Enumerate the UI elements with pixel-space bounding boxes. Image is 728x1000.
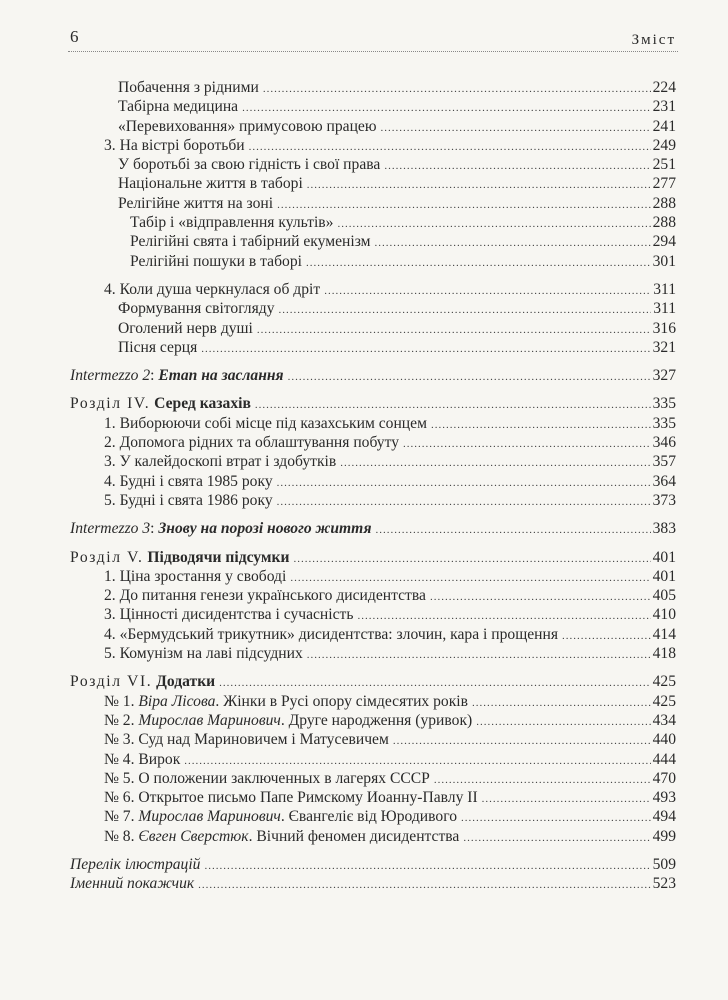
toc-page-number: 401 (652, 548, 676, 566)
toc-page-number: 499 (652, 827, 676, 845)
toc-title-part: 3. Цінності дисидентства і сучасність (104, 606, 354, 624)
toc-title-part: Релігійне життя на зоні (118, 194, 274, 212)
toc-page-number: 493 (652, 789, 676, 807)
dot-leader (306, 254, 651, 273)
toc-title-part: Перелік ілюстрацій (70, 855, 201, 873)
dot-leader (277, 474, 651, 493)
toc-title-part: 3. На вістрі боротьби (104, 136, 245, 154)
toc-page-number: 470 (652, 769, 676, 787)
toc-entry[interactable] (70, 174, 676, 193)
toc-title-part: Табір і «відправлення культів» (130, 214, 334, 232)
dot-leader (463, 829, 650, 848)
toc-title-part: № 3. Суд над Мариновичем і Матусевичем (104, 731, 389, 749)
dot-leader (324, 282, 651, 301)
dot-leader (431, 416, 651, 435)
toc-page-number: 321 (652, 338, 676, 356)
toc-entry[interactable] (70, 433, 676, 452)
toc-entry-title (118, 174, 303, 193)
toc-page-number: 405 (652, 587, 676, 605)
dot-leader (384, 157, 650, 176)
toc-entry[interactable] (70, 299, 676, 318)
table-of-contents (70, 78, 676, 894)
toc-entry[interactable] (70, 472, 676, 491)
dot-leader (294, 550, 651, 569)
dot-leader (482, 790, 651, 809)
toc-page-number: 311 (653, 300, 676, 318)
dot-leader (393, 732, 651, 751)
toc-entry-title (70, 548, 290, 567)
dot-leader (562, 627, 651, 646)
toc-entry[interactable] (70, 194, 676, 213)
toc-entry-title (104, 472, 273, 491)
toc-title-part: : (150, 520, 159, 538)
toc-entry[interactable] (70, 672, 676, 691)
toc-page-number: 241 (652, 117, 676, 135)
toc-title-part: 1. Ціна зростання у свободі (104, 567, 287, 585)
toc-entry-title (118, 117, 377, 136)
toc-entry-title (104, 807, 457, 826)
toc-title-part: Релігійні пошуки в таборі (130, 252, 302, 270)
toc-page-number: 249 (652, 136, 676, 154)
toc-page-number: 444 (652, 750, 676, 768)
toc-entry[interactable] (70, 414, 676, 433)
toc-page-number: 364 (652, 472, 676, 490)
toc-entry[interactable] (70, 730, 676, 749)
toc-title-part: Етап на заслання (158, 367, 284, 385)
toc-page-number: 440 (652, 731, 676, 749)
toc-entry[interactable] (70, 280, 676, 299)
toc-entry[interactable] (70, 232, 676, 251)
dot-leader (461, 809, 651, 828)
toc-entry-title (104, 644, 303, 663)
toc-title-part: Розділ IV. (70, 395, 151, 413)
toc-page-number: 294 (652, 233, 676, 251)
toc-entry[interactable] (70, 136, 676, 155)
toc-page-number: 383 (652, 520, 676, 538)
toc-entry-title (70, 366, 284, 385)
toc-title-part: Серед казахів (154, 395, 251, 413)
dot-leader (288, 368, 651, 387)
header-rule (68, 51, 678, 52)
toc-entry-title (104, 605, 353, 624)
toc-title-part: Знову на порозі нового життя (158, 520, 372, 538)
toc-title-part: Іменний покажчик (70, 875, 195, 893)
toc-page-number: 231 (652, 98, 676, 116)
toc-title-part: № 1. (104, 692, 139, 710)
dot-leader (307, 176, 651, 195)
toc-title-part: 3. У калейдоскопі втрат і здобутків (104, 453, 337, 471)
toc-title-part: Розділ VI. (70, 673, 153, 691)
dot-leader (263, 80, 651, 99)
toc-title-part: Національне життя в таборі (118, 175, 303, 193)
dot-leader (279, 301, 652, 320)
toc-title-part: 2. До питання генези українського дисидентства (104, 587, 426, 605)
toc-title-part: Мирослав Маринович (138, 808, 281, 826)
dot-leader (337, 215, 650, 234)
toc-page-number: 357 (652, 453, 676, 471)
dot-leader (375, 234, 651, 253)
toc-page-number: 410 (652, 606, 676, 624)
toc-entry[interactable] (70, 586, 676, 605)
toc-page-number: 494 (652, 808, 676, 826)
toc-entry-title (118, 338, 197, 357)
toc-title-part: . Друге народження (уривок) (280, 711, 473, 729)
toc-entry-title (70, 874, 194, 893)
toc-entry-title (118, 78, 259, 97)
toc-entry[interactable] (70, 855, 676, 874)
toc-entry-title (104, 567, 286, 586)
dot-leader (403, 435, 651, 454)
toc-page-number: 251 (652, 156, 676, 174)
toc-page-number: 335 (652, 395, 676, 413)
toc-title-part: Підводячи підсумки (147, 548, 290, 566)
toc-entry-title (70, 855, 200, 874)
toc-page-number: 425 (652, 692, 676, 710)
toc-entry[interactable] (70, 605, 676, 624)
toc-title-part: Розділ V. (70, 548, 144, 566)
toc-entry[interactable] (70, 78, 676, 97)
toc-title-part: 5. Комунізм на лаві підсудних (104, 645, 303, 663)
toc-entry-title (104, 769, 430, 788)
toc-title-part: 5. Будні і свята 1986 року (104, 491, 273, 509)
toc-entry-title (70, 519, 372, 538)
toc-page-number: 346 (652, 434, 676, 452)
toc-page-number: 327 (652, 367, 676, 385)
dot-leader (307, 646, 651, 665)
toc-entry[interactable] (70, 807, 676, 826)
toc-entry-title (70, 394, 251, 413)
toc-title-part: № 2. (104, 711, 139, 729)
running-head: Зміст (631, 32, 676, 48)
toc-title-part: Табірна медицина (118, 98, 239, 116)
toc-entry-title (118, 299, 275, 318)
toc-entry-title (70, 672, 215, 691)
toc-page-number: 288 (652, 194, 676, 212)
toc-entry[interactable] (70, 366, 676, 385)
toc-entry-title (104, 491, 273, 510)
toc-entry-title (118, 97, 238, 116)
toc-entry[interactable] (70, 97, 676, 116)
toc-entry-title (104, 433, 399, 452)
toc-title-part: 4. Коли душа черкнулася об дріт (104, 280, 321, 298)
toc-title-part: № 5. О положении заключенных в лагерях СССР (104, 769, 430, 787)
toc-entry[interactable] (70, 750, 676, 769)
toc-page-number: 335 (652, 414, 676, 432)
toc-title-part: . Жінки в Русі опору сімдесятих років (215, 692, 468, 710)
toc-entry[interactable] (70, 874, 676, 893)
toc-title-part: «Перевиховання» примусовою працею (118, 117, 377, 135)
toc-page-number: 316 (652, 319, 676, 337)
toc-title-part: 1. Виборюючи собі місце під казахським сонцем (104, 414, 427, 432)
toc-entry-title (104, 711, 472, 730)
toc-page-number: 311 (653, 280, 676, 298)
page-number: 6 (70, 27, 79, 46)
dot-leader (430, 588, 651, 607)
toc-page-number: 418 (652, 645, 676, 663)
toc-entry-title (118, 155, 380, 174)
toc-entry[interactable] (70, 567, 676, 586)
toc-page-number: 277 (652, 175, 676, 193)
toc-entry[interactable] (70, 252, 676, 271)
toc-title-part: Євген Сверстюк (138, 827, 249, 845)
toc-page-number: 401 (652, 567, 676, 585)
toc-entry[interactable] (70, 769, 676, 788)
dot-leader (376, 521, 651, 540)
toc-page-number: 523 (652, 875, 676, 893)
toc-entry[interactable] (70, 692, 676, 711)
toc-title-part: № 7. (104, 808, 139, 826)
toc-entry[interactable] (70, 155, 676, 174)
toc-page-number: 288 (652, 214, 676, 232)
toc-title-part: Побачення з рідними (118, 79, 259, 96)
toc-entry-title (130, 232, 371, 251)
toc-title-part: У боротьбі за свою гідність і свої права (118, 156, 381, 174)
toc-entry-title (104, 280, 320, 299)
toc-entry-title (104, 730, 389, 749)
toc-title-part: 2. Допомога рідних та облаштування побуту (104, 434, 400, 452)
toc-page-number: 509 (652, 855, 676, 873)
toc-entry-title (104, 452, 336, 471)
toc-title-part: 4. «Бермудський трикутник» дисидентства: злочин, кара і прощення (104, 625, 559, 643)
toc-title-part: Додатки (156, 673, 216, 691)
dot-leader (204, 857, 650, 876)
toc-entry[interactable] (70, 213, 676, 232)
dot-leader (340, 454, 650, 473)
toc-entry-title (118, 319, 253, 338)
dot-leader (472, 694, 651, 713)
toc-page-number: 224 (652, 79, 676, 96)
toc-entry[interactable] (70, 625, 676, 644)
toc-page-number: 373 (652, 491, 676, 509)
toc-title-part: Віра Лісова (138, 692, 216, 710)
toc-entry-title (104, 586, 426, 605)
toc-title-part: Релігійні свята і табірний екуменізм (130, 233, 371, 251)
toc-entry[interactable] (70, 788, 676, 807)
toc-page-number: 425 (652, 673, 676, 691)
toc-entry[interactable] (70, 519, 676, 538)
dot-leader (381, 119, 651, 138)
toc-title-part: Intermezzo 2 (70, 367, 151, 385)
toc-page-number: 414 (652, 625, 676, 643)
toc-title-part: 4. Будні і свята 1985 року (104, 472, 273, 490)
toc-entry-title (104, 788, 478, 807)
dot-leader (201, 340, 650, 359)
toc-title-part: № 6. Открытое письмо Папе Римскому Иоанну-Павлу II (104, 789, 478, 807)
toc-title-part: . Євангеліє від Юродивого (280, 808, 457, 826)
toc-entry[interactable] (70, 117, 676, 136)
toc-entry[interactable] (70, 452, 676, 471)
toc-entry[interactable] (70, 319, 676, 338)
toc-title-part: № 8. (104, 827, 139, 845)
toc-entry-title (104, 750, 180, 769)
dot-leader (198, 876, 650, 895)
toc-page-number: 301 (652, 252, 676, 270)
dot-leader (277, 493, 651, 512)
toc-entry[interactable] (70, 338, 676, 357)
toc-title-part: . Вічний феномен дисидентства (248, 827, 460, 845)
toc-page-number: 434 (652, 711, 676, 729)
toc-entry-title (104, 414, 427, 433)
toc-title-part: Intermezzo 3 (70, 520, 151, 538)
toc-title-part: Мирослав Маринович (138, 711, 281, 729)
toc-entry-title (130, 213, 333, 232)
toc-title-part: Формування світогляду (118, 300, 275, 318)
toc-entry[interactable] (70, 827, 676, 846)
toc-entry-title (130, 252, 302, 271)
toc-entry[interactable] (70, 644, 676, 663)
toc-entry-title (118, 194, 273, 213)
toc-entry-title (104, 692, 468, 711)
toc-entry[interactable] (70, 394, 676, 413)
toc-title-part: Пісня серця (118, 338, 198, 356)
toc-entry[interactable] (70, 491, 676, 510)
toc-entry[interactable] (70, 548, 676, 567)
toc-title-part: : (150, 367, 159, 385)
toc-entry[interactable] (70, 711, 676, 730)
toc-entry-title (104, 136, 245, 155)
dot-leader (257, 321, 651, 340)
toc-title-part: № 4. Вирок (104, 750, 181, 768)
dot-leader (476, 713, 650, 732)
toc-entry-title (104, 625, 558, 644)
toc-title-part: Оголений нерв душі (118, 319, 253, 337)
toc-entry-title (104, 827, 459, 846)
